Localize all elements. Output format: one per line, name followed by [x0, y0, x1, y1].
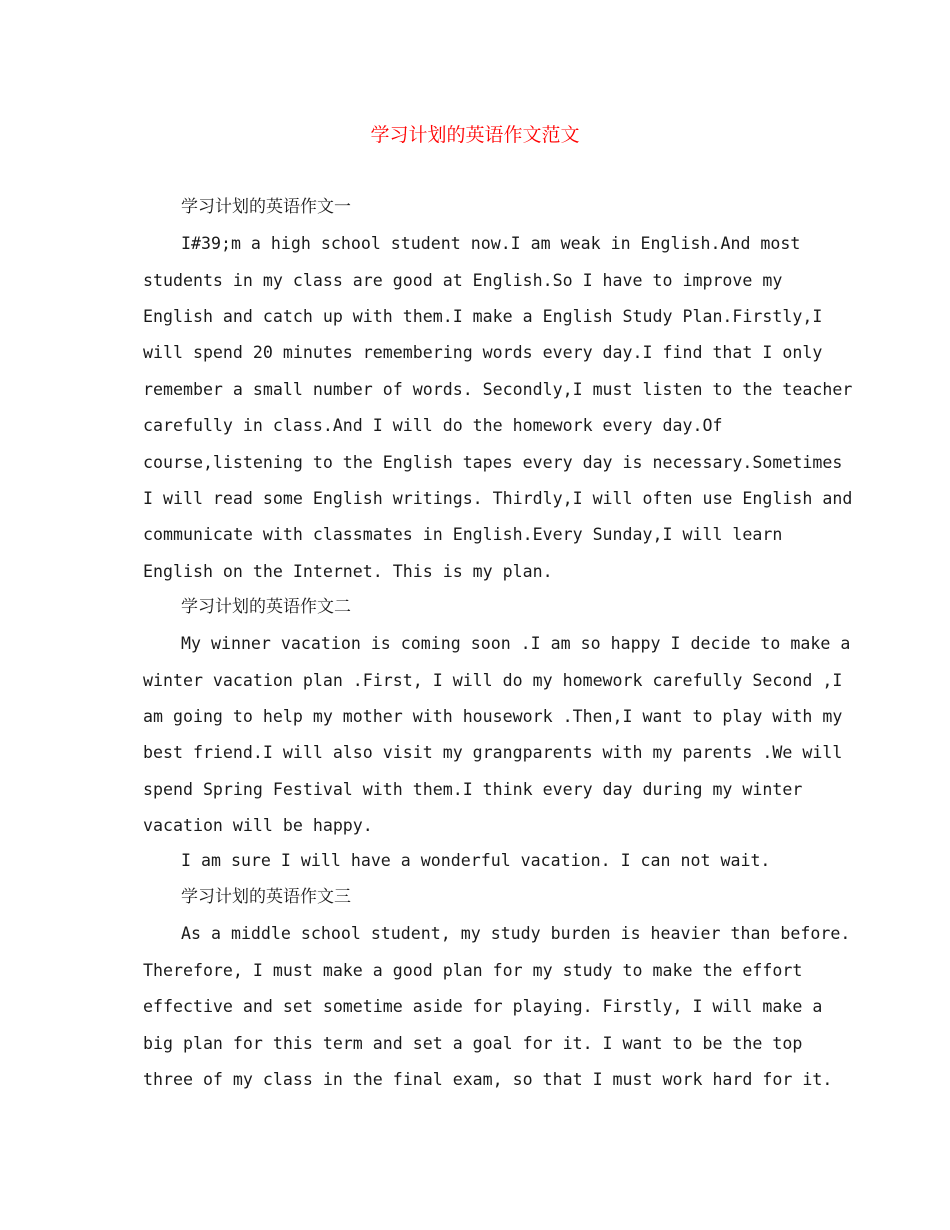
paragraph-line: winter vacation plan .First, I will do my homework carefully Second ,I — [143, 671, 843, 690]
paragraph-line: English and catch up with them.I make a English Study Plan.Firstly,I — [143, 307, 823, 326]
section-heading-2: 学习计划的英语作文二 — [181, 597, 351, 617]
paragraph-line: I#39;m a high school student now.I am weak in English.And most — [181, 234, 801, 253]
paragraph-line: effective and set sometime aside for playing. Firstly, I will make a — [143, 997, 823, 1016]
paragraph-line: will spend 20 minutes remembering words every day.I find that I only — [143, 343, 823, 362]
paragraph-line: My winner vacation is coming soon .I am so happy I decide to make a — [181, 634, 851, 653]
paragraph-line: communicate with classmates in English.Every Sunday,I will learn — [143, 525, 783, 544]
paragraph-line: big plan for this term and set a goal for it. I want to be the top — [143, 1034, 803, 1053]
paragraph-line: I am sure I will have a wonderful vacation. I can not wait. — [181, 851, 771, 870]
paragraph-line: spend Spring Festival with them.I think every day during my winter — [143, 780, 803, 799]
document-title: 学习计划的英语作文范文 — [370, 124, 580, 146]
paragraph-line: best friend.I will also visit my grangparents with my parents .We will — [143, 743, 843, 762]
paragraph-line: remember a small number of words. Secondly,I must listen to the teacher — [143, 380, 853, 399]
paragraph-line: Therefore, I must make a good plan for my study to make the effort — [143, 961, 803, 980]
paragraph-line: three of my class in the final exam, so that I must work hard for it. — [143, 1070, 833, 1089]
section-heading-1: 学习计划的英语作文一 — [181, 197, 351, 217]
paragraph-line: am going to help my mother with housework .Then,I want to play with my — [143, 707, 843, 726]
section-heading-3: 学习计划的英语作文三 — [181, 887, 351, 907]
paragraph-line: carefully in class.And I will do the homework every day.Of — [143, 416, 723, 435]
paragraph-line: vacation will be happy. — [143, 816, 373, 835]
paragraph-line: course,listening to the English tapes every day is necessary.Sometimes — [143, 453, 843, 472]
paragraph-line: I will read some English writings. Thirdly,I will often use English and — [143, 489, 853, 508]
paragraph-line: English on the Internet. This is my plan. — [143, 562, 553, 581]
paragraph-line: students in my class are good at English.So I have to improve my — [143, 271, 783, 290]
paragraph-line: As a middle school student, my study burden is heavier than before. — [181, 924, 851, 943]
